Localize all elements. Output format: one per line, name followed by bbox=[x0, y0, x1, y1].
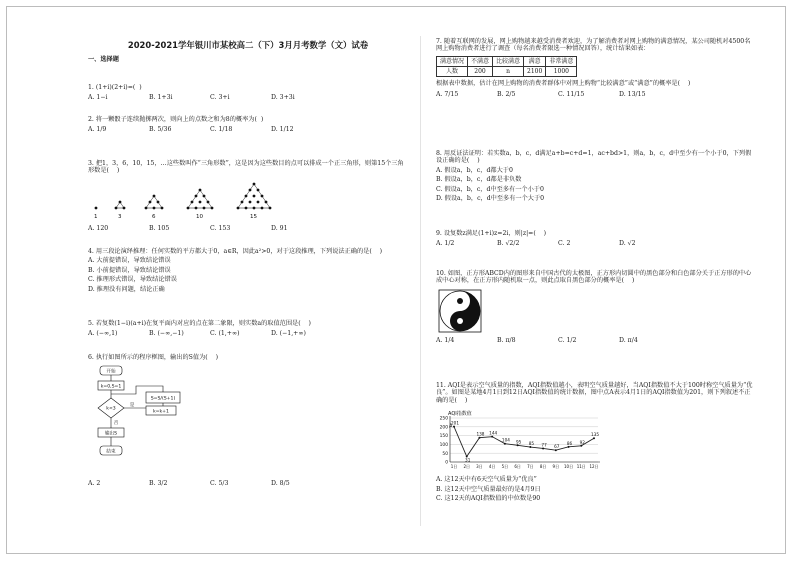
option-a: A. 1−i bbox=[88, 94, 108, 102]
flow-assign-k-label: k=k+1 bbox=[153, 409, 169, 415]
table-header-cell: 不满意 bbox=[468, 56, 493, 66]
option-c: C. 2 bbox=[558, 240, 571, 248]
data-label: 95 bbox=[515, 439, 522, 445]
x-tick-label: 4日 bbox=[488, 464, 496, 470]
question-11 bbox=[436, 382, 756, 503]
flow-yes-label: 是 bbox=[129, 403, 135, 409]
data-label: 31 bbox=[465, 457, 471, 463]
option-b: B. 2/5 bbox=[497, 90, 516, 98]
option-c: C. (1,+∞) bbox=[210, 330, 240, 338]
data-point bbox=[453, 426, 455, 428]
option-c: C. 假设a，b，c，d中至多有一个小于0 bbox=[436, 185, 544, 193]
flowchart-figure bbox=[96, 364, 206, 466]
table-header-cell: 比较满意 bbox=[493, 56, 524, 66]
data-label: 77 bbox=[541, 442, 547, 448]
option-a: A. 1/4 bbox=[436, 336, 455, 344]
data-label: 92 bbox=[579, 440, 585, 446]
y-tick-label: 50 bbox=[442, 452, 448, 458]
option-b: B. 1+3i bbox=[149, 94, 173, 102]
option-d: D. 假设a，b，c，d中至多有一个大于0 bbox=[436, 195, 545, 203]
triangle-label: 15 bbox=[250, 213, 257, 220]
data-label: 86 bbox=[566, 441, 573, 447]
option-c: C. 1/2 bbox=[558, 336, 577, 344]
triangle-label: 3 bbox=[118, 213, 122, 220]
option-c: C. 1/18 bbox=[210, 126, 233, 134]
question-stem: 4. 用三段论演绎推理：任何实数的平方都大于0，a∈R，因此a²>0，对于这段推理，下列说法正确的是( ) bbox=[88, 248, 383, 255]
aqi-line-chart bbox=[436, 408, 606, 474]
flow-end-label: 结束 bbox=[106, 449, 116, 455]
option-b: B. 这12天中空气质量最好的是4月9日 bbox=[436, 485, 541, 493]
data-point bbox=[542, 448, 544, 450]
data-label: 144 bbox=[489, 430, 498, 436]
data-label: 67 bbox=[554, 444, 560, 450]
question-1 bbox=[88, 84, 408, 102]
series-line bbox=[454, 427, 594, 457]
triangle-label: 1 bbox=[94, 213, 98, 220]
chart-title: AQI指数值 bbox=[448, 411, 472, 418]
flow-output-label: 输出S bbox=[104, 431, 118, 437]
option-c: C. 5/3 bbox=[210, 480, 229, 488]
triangle-label: 10 bbox=[196, 213, 203, 220]
data-label: 85 bbox=[528, 441, 535, 447]
x-tick-label: 7日 bbox=[527, 464, 534, 470]
table-cell: 人数 bbox=[437, 67, 468, 77]
question-stem: 8. 用反证法证明：若实数a，b，c，d满足a+b=c+d=1，ac+bd>1，则a，b，c，d中至少有一个小于0，下列假设正确的是( ) bbox=[436, 150, 752, 165]
question-stem: 9. 设复数z满足(1+i)z=2i，则|z|=( ) bbox=[436, 230, 547, 237]
question-8 bbox=[436, 150, 756, 203]
table-cell: 1000 bbox=[546, 67, 577, 77]
x-tick-label: 11日 bbox=[576, 464, 586, 470]
triangle-dots-figure bbox=[88, 178, 328, 222]
x-tick-label: 8日 bbox=[539, 464, 547, 470]
y-tick-label: 250 bbox=[439, 416, 448, 422]
question-followup: 根据表中数据，估计在网上购物的消费者群体中对网上购物“比较满意”或“满意”的概率是( ) bbox=[436, 80, 691, 88]
table-header-cell: 满意情况 bbox=[437, 56, 468, 66]
data-point bbox=[529, 446, 531, 448]
option-a: A. 假设a，b，c，d都大于0 bbox=[436, 166, 513, 174]
option-d: D. 13/15 bbox=[619, 90, 646, 98]
x-tick-label: 5日 bbox=[501, 464, 509, 470]
data-label: 201 bbox=[451, 420, 459, 426]
x-tick-label: 1日 bbox=[450, 464, 458, 470]
y-tick-label: 200 bbox=[439, 425, 448, 431]
y-tick-label: 0 bbox=[445, 460, 448, 466]
data-label: 104 bbox=[501, 438, 510, 444]
paper-title: 2020-2021学年银川市某校高二（下）3月月考数学（文）试卷 bbox=[127, 40, 369, 50]
question-9 bbox=[436, 230, 756, 248]
option-b: B. 105 bbox=[149, 224, 170, 232]
option-a: A. 这12天中有6天空气质量为“优良” bbox=[436, 476, 537, 484]
survey-table bbox=[436, 56, 577, 77]
option-b: B. (−∞,−1) bbox=[149, 330, 184, 338]
table-header-cell: 满意 bbox=[524, 56, 546, 66]
question-stem: 6. 执行如图所示的程序框图，输出的S值为( ) bbox=[88, 354, 218, 361]
data-point bbox=[517, 445, 519, 447]
section-heading: 一、选择题 bbox=[88, 56, 119, 64]
option-d: D. 1/12 bbox=[271, 126, 294, 134]
question-7 bbox=[436, 38, 756, 98]
question-stem: 10. 如图，正方形ABCD内的图形来自中国古代的太极图，正方形内切圆中的黑色部分和白色部分关于正方形的中心成中心对称，在正方形内随机取一点，则此点取自黑色部分的概率是( ) bbox=[436, 270, 752, 285]
option-a: A. 120 bbox=[88, 224, 109, 232]
flow-assign-s-label: S=S/(S+1) bbox=[150, 396, 176, 402]
option-c: C. 推理形式错误，导致结论错误 bbox=[88, 276, 177, 284]
option-c: C. 11/15 bbox=[558, 90, 585, 98]
option-b: B. 5/36 bbox=[149, 126, 172, 134]
x-tick-label: 3日 bbox=[476, 464, 483, 470]
table-header-cell: 非常满意 bbox=[546, 56, 577, 66]
table-cell: 2100 bbox=[524, 67, 546, 77]
flow-start-label: 开始 bbox=[106, 369, 116, 375]
column-divider bbox=[420, 36, 421, 526]
question-2 bbox=[88, 116, 408, 134]
option-a: A. 2 bbox=[88, 480, 101, 488]
option-b: B. 假设a，b，c，d都是非负数 bbox=[436, 176, 522, 184]
table-cell: n bbox=[493, 67, 524, 77]
option-d: D. √2 bbox=[619, 240, 636, 248]
table-cell: 200 bbox=[468, 67, 493, 77]
data-point bbox=[478, 437, 480, 439]
option-a: A. 7/15 bbox=[436, 90, 459, 98]
option-b: B. 3/2 bbox=[149, 480, 168, 488]
question-stem: 5. 若复数(1−i)(a+i)在复平面内对应的点在第二象限，则实数a的取值范围是( ) bbox=[88, 320, 311, 327]
question-10 bbox=[436, 270, 756, 344]
taiji-figure bbox=[438, 289, 482, 333]
flow-init-label: k=0,S=1 bbox=[100, 384, 122, 390]
question-6 bbox=[88, 354, 408, 488]
point-a-label: A bbox=[449, 423, 453, 430]
x-tick-label: 2日 bbox=[463, 464, 471, 470]
x-tick-label: 12日 bbox=[589, 464, 599, 470]
option-d: D. π/4 bbox=[619, 336, 638, 344]
y-tick-label: 100 bbox=[439, 443, 448, 449]
question-stem: 2. 将一颗骰子连续抛掷两次，则向上的点数之和为8的概率为( ) bbox=[88, 116, 264, 123]
option-d: D. 3+3i bbox=[271, 94, 295, 102]
option-a: A. 1/2 bbox=[436, 240, 455, 248]
option-c: C. 3+i bbox=[210, 94, 230, 102]
option-c: C. 这12天的AQI指数值的中位数是90 bbox=[436, 495, 541, 503]
option-a: A. 1/9 bbox=[88, 126, 107, 134]
question-stem: 3. 把1，3，6，10，15，…这些数叫作“三角形数”，这是因为这些数目的点可以排成一个正三角形，则第15个三角形数是( ) bbox=[88, 160, 404, 175]
flow-cond-label: k<3 bbox=[106, 406, 116, 412]
option-c: C. 153 bbox=[210, 224, 231, 232]
flow-no-label: 否 bbox=[113, 421, 119, 427]
data-label: 135 bbox=[591, 432, 599, 438]
data-point bbox=[504, 443, 506, 445]
left-column bbox=[88, 40, 408, 488]
option-a: A. 大前提错误，导致结论错误 bbox=[88, 257, 171, 265]
x-tick-label: 10日 bbox=[563, 464, 574, 470]
data-point bbox=[593, 438, 595, 440]
option-b: B. √2/2 bbox=[497, 240, 520, 248]
question-stem: 7. 随着互联网的发展，网上购物越来越受消费者欢迎，为了解消费者对网上购物的满意情况，某公司随机对4500名网上购物消费者进行了调查（每名消费者限选一种情况回答），统计结果如表： bbox=[436, 38, 751, 53]
question-3 bbox=[88, 160, 408, 232]
question-stem: 11. AQI是表示空气质量的指数，AQI指数值越小，表明空气质量越好，当AQI指数值不大于100时称空气质量为“优良”。如图是某地4月1日到12日AQI指数值的统计数据，图中点A表示4月1日的AQI指数值为201，则下列叙述不正确的是( ) bbox=[436, 382, 753, 404]
data-point bbox=[568, 446, 570, 448]
option-d: D. 8/5 bbox=[271, 480, 290, 488]
triangle-label: 6 bbox=[152, 213, 156, 220]
question-stem: 1. (1+i)(2+i)=( ) bbox=[88, 84, 142, 91]
option-b: B. π/8 bbox=[497, 336, 516, 344]
data-point bbox=[555, 450, 557, 452]
x-tick-label: 6日 bbox=[514, 464, 521, 470]
option-a: A. (−∞,1) bbox=[88, 330, 118, 338]
data-point bbox=[491, 436, 493, 438]
question-5 bbox=[88, 320, 408, 338]
y-tick-label: 150 bbox=[439, 434, 448, 440]
option-b: B. 小前提错误，导致结论错误 bbox=[88, 266, 171, 274]
option-d: D. (−1,+∞) bbox=[271, 330, 306, 338]
data-label: 138 bbox=[476, 432, 485, 438]
option-d: D. 91 bbox=[271, 224, 288, 232]
data-point bbox=[580, 445, 582, 447]
x-tick-label: 9日 bbox=[552, 464, 560, 470]
option-d: D. 推理没有问题，结论正确 bbox=[88, 285, 165, 293]
yin-yang-icon bbox=[440, 291, 480, 331]
question-4 bbox=[88, 248, 408, 293]
